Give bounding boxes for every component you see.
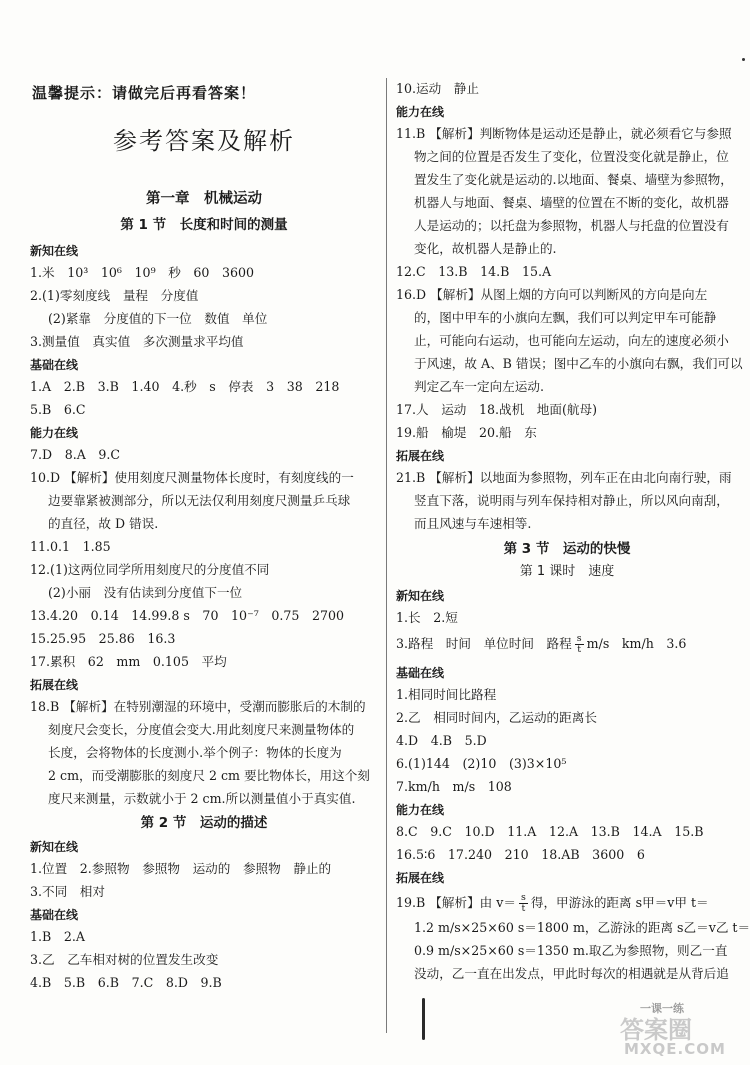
answer-line: 变化，故机器人是静止的.: [414, 241, 557, 256]
column-divider: [386, 78, 387, 1033]
answer-line: 物之间的位置是否发生了变化，位置没变化就是静止，位: [414, 149, 729, 164]
answer-line: 1.位置 2.参照物 参照物 运动的 参照物 静止的: [30, 861, 332, 876]
answer-line: 13.4.20 0.14 14.99.8 s 70 10⁻⁷ 0.75 2700: [30, 608, 345, 623]
answer-line: 2.乙 相同时间内，乙运动的距离长: [396, 710, 597, 725]
answer-line: 16.D 【解析】从图上烟的方向可以判断风的方向是向左: [396, 287, 708, 302]
answer-line-with-fraction: [396, 634, 686, 655]
answer-line: 1.长 2.短: [396, 610, 458, 625]
answer-line: 19.船 榆堤 20.船 东: [396, 425, 537, 440]
section-heading-2: 第 2 节 运动的描述: [140, 815, 268, 831]
section-label: 拓展在线: [396, 449, 445, 463]
watermark-logo: 答案圈: [620, 1016, 692, 1044]
answer-text: m/s km/h 3.6: [586, 636, 687, 651]
answer-text: 得，甲游泳的距离 s甲＝v甲 t＝: [530, 895, 709, 910]
section-label: 新知在线: [396, 589, 445, 603]
answer-line: 机器人与地面、餐桌、墙壁的位置在不断的变化，故机器: [414, 195, 729, 210]
page-title: 参考答案及解析: [113, 127, 295, 155]
answer-line: 5.B 6.C: [30, 402, 86, 417]
answer-line: 置发生了变化就是运动的.以地面、餐桌、墙壁为参照物，: [414, 172, 733, 187]
section-label: 拓展在线: [396, 871, 445, 885]
answer-line: 7.D 8.A 9.C: [30, 447, 121, 462]
answer-line: 0.9 m/s×25×60 s＝1350 m.取乙为参照物，则乙一直: [414, 943, 728, 958]
answer-line: 10.运动 静止: [396, 81, 479, 96]
answer-line: 人是运动的；以托盘为参照物，机器人与托盘的位置没有: [414, 218, 729, 233]
answer-line: 2.(1)零刻度线 量程 分度值: [30, 288, 199, 303]
section-label: 能力在线: [396, 105, 445, 119]
answer-line: 11.0.1 1.85: [30, 539, 111, 554]
fraction: [519, 893, 528, 914]
answer-line: (2)紧靠 分度值的下一位 数值 单位: [48, 311, 268, 326]
answer-line: 1.2 m/s×25×60 s＝1800 m，乙游泳的距离 s乙＝v乙 t＝: [414, 920, 750, 935]
answer-line: 3.乙 乙车相对树的位置发生改变: [30, 952, 219, 967]
answer-line: 15.25.95 25.86 16.3: [30, 631, 176, 646]
answer-line: 12.(1)这两位同学所用刻度尺的分度值不同: [30, 562, 270, 577]
section-heading-1: 第 1 节 长度和时间的测量: [120, 217, 288, 233]
speck: [742, 58, 745, 61]
answer-line: 没动，乙一直在出发点，甲此时每次的相遇就是从背后追: [414, 966, 729, 981]
answer-line: 1.A 2.B 3.B 1.40 4.秒 s 停表 3 38 218: [30, 379, 340, 394]
reminder-tip: 温馨提示：请做完后再看答案！: [32, 84, 257, 102]
fraction-numerator: s: [520, 892, 526, 903]
answer-line: 于风速，故 A、B 错误；图中乙车的小旗向右飘，我们可以: [414, 356, 743, 371]
answer-line: 3.不同 相对: [30, 884, 105, 899]
answer-line: 的直径，故 D 错误.: [48, 516, 159, 531]
answer-line: 11.B 【解析】判断物体是运动还是静止，就必须看它与参照: [396, 126, 732, 141]
answer-text: 19.B 【解析】由 v＝: [396, 895, 516, 910]
answer-line: 18.B 【解析】在特别潮湿的环境中，受潮而膨胀后的木制的: [30, 699, 366, 714]
answer-line: 判定乙车一定向左运动.: [414, 379, 544, 394]
answer-line: 3.测量值 真实值 多次测量求平均值: [30, 334, 244, 349]
answer-text: 3.路程 时间 单位时间 路程: [396, 636, 572, 651]
answer-line: 而且风速与车速相等.: [414, 516, 532, 531]
fraction: [575, 634, 584, 655]
answer-line: 16.5∶6 17.240 210 18.AB 3600 6: [396, 847, 645, 862]
watermark-small: 一课一练: [640, 1002, 684, 1015]
section-label: 基础在线: [30, 908, 79, 922]
section-label: 基础在线: [30, 358, 79, 372]
answer-line: 8.C 9.C 10.D 11.A 12.A 13.B 14.A 15.B: [396, 824, 704, 839]
answer-line: 2 cm，而受潮膨胀的刻度尺 2 cm 要比物体长，用这个刻: [48, 768, 370, 783]
section-label: 新知在线: [30, 244, 79, 258]
answer-line: 的，图中甲车的小旗向左飘，我们可以判定甲车可能静: [414, 310, 717, 325]
answer-line: 度尺来测量，示数就小于 2 cm.所以测量值小于真实值.: [48, 791, 356, 806]
answer-line: 17.人 运动 18.战机 地面(航母): [396, 402, 598, 417]
answer-line: 4.B 5.B 6.B 7.C 8.D 9.B: [30, 975, 222, 990]
answer-line: 1.相同时间比路程: [396, 687, 497, 702]
answer-line: 长度，会将物体的长度测小.举个例子：物体的长度为: [48, 745, 342, 760]
answer-line: 10.D 【解析】使用刻度尺测量物体长度时，有刻度线的一: [30, 470, 354, 485]
answer-line-with-fraction: [396, 893, 709, 914]
answer-line: 17.累积 62 mm 0.105 平均: [30, 654, 227, 669]
fraction-numerator: s: [576, 633, 582, 644]
answer-line: 6.(1)144 (2)10 (3)3×10⁵: [396, 756, 567, 771]
watermark-url: MXQE.COM: [624, 1040, 726, 1058]
section-label: 基础在线: [396, 666, 445, 680]
section-label: 能力在线: [396, 803, 445, 817]
answer-line: 21.B 【解析】以地面为参照物，列车正在由北向南行驶，雨: [396, 470, 732, 485]
section-heading-3: 第 3 节 运动的快慢: [503, 541, 631, 557]
lesson-heading: 第 1 课时 速度: [519, 564, 615, 579]
chapter-heading: 第一章 机械运动: [146, 191, 262, 207]
answer-line: (2)小丽 没有估读到分度值下一位: [48, 585, 243, 600]
answer-line: 1.米 10³ 10⁶ 10⁹ 秒 60 3600: [30, 265, 255, 280]
section-label: 能力在线: [30, 426, 79, 440]
section-label: 拓展在线: [30, 678, 79, 692]
fraction-denominator: t: [577, 644, 582, 655]
answer-line: 竖直下落，说明雨与列车保持相对静止，所以风向南刮，: [414, 493, 729, 508]
answer-line: 12.C 13.B 14.B 15.A: [396, 264, 552, 279]
section-label: 新知在线: [30, 840, 79, 854]
answer-line: 止，可能向右运动，也可能向左运动，向左的速度必须小: [414, 333, 729, 348]
answer-line: 边要靠紧被测部分，所以无法仅利用刻度尺测量乒乓球: [48, 493, 351, 508]
answer-line: 7.km/h m/s 108: [396, 779, 512, 794]
answer-line: 4.D 4.B 5.D: [396, 733, 487, 748]
pen-mark: [422, 998, 425, 1040]
fraction-denominator: t: [521, 903, 526, 914]
answer-line: 1.B 2.A: [30, 929, 85, 944]
answer-line: 刻度尺会变长，分度值会变大.用此刻度尺来测量物体的: [48, 722, 355, 737]
